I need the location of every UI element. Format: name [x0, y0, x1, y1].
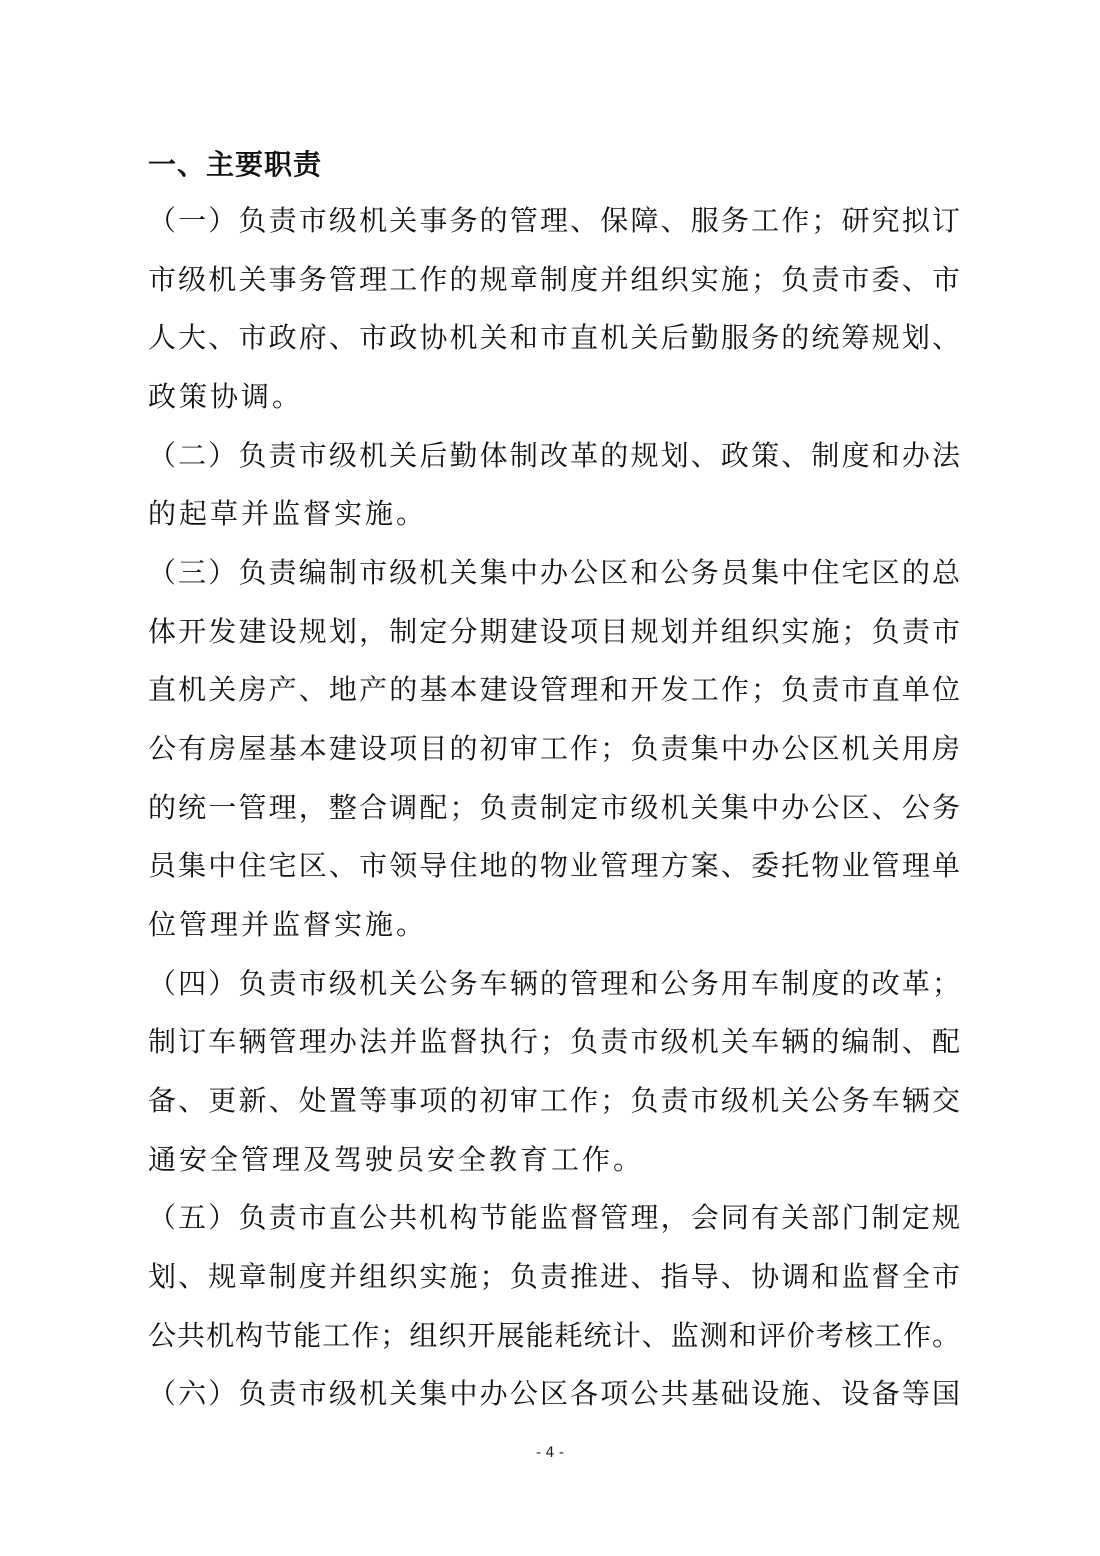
text-line: 的统一管理，整合调配；负责制定市级机关集中办公区、公务: [148, 791, 960, 824]
text-line: 划、规章制度并组织实施；负责推进、指导、协调和监督全市: [148, 1260, 960, 1293]
text-line: （五）负责市直公共机构节能监督管理，会同有关部门制定规: [148, 1201, 960, 1234]
text-line: （二）负责市级机关后勤体制改革的规划、政策、制度和办法: [148, 439, 960, 472]
text-line: 通安全管理及驾驶员安全教育工作。: [148, 1143, 645, 1176]
text-line: （一）负责市级机关事务的管理、保障、服务工作；研究拟订: [148, 204, 960, 237]
text-line: （四）负责市级机关公务车辆的管理和公务用车制度的改革；: [148, 967, 960, 1000]
text-line: 市级机关事务管理工作的规章制度并组织实施；负责市委、市: [148, 263, 960, 296]
section-heading: 一、主要职责: [148, 148, 323, 181]
text-line: 员集中住宅区、市领导住地的物业管理方案、委托物业管理单: [148, 849, 960, 882]
text-line: 人大、市政府、市政协机关和市直机关后勤服务的统筹规划、: [148, 321, 960, 354]
page-number: - 4 -: [536, 1445, 564, 1461]
text-line: 备、更新、处置等事项的初审工作；负责市级机关公务车辆交: [148, 1084, 960, 1117]
text-line: （六）负责市级机关集中办公区各项公共基础设施、设备等国: [148, 1377, 960, 1410]
text-line: 制订车辆管理办法并监督执行；负责市级机关车辆的编制、配: [148, 1025, 960, 1058]
text-line: 政策协调。: [148, 380, 304, 413]
text-line: 公有房屋基本建设项目的初审工作；负责集中办公区机关用房: [148, 732, 960, 765]
text-line: 直机关房产、地产的基本建设管理和开发工作；负责市直单位: [148, 673, 960, 706]
text-line: 公共机构节能工作；组织开展能耗统计、监测和评价考核工作。: [148, 1319, 960, 1352]
text-line: 的起草并监督实施。: [148, 497, 428, 530]
text-line: 位管理并监督实施。: [148, 908, 428, 941]
text-line: 体开发建设规划，制定分期建设项目规划并组织实施；负责市: [148, 615, 960, 648]
text-line: （三）负责编制市级机关集中办公区和公务员集中住宅区的总: [148, 556, 960, 589]
